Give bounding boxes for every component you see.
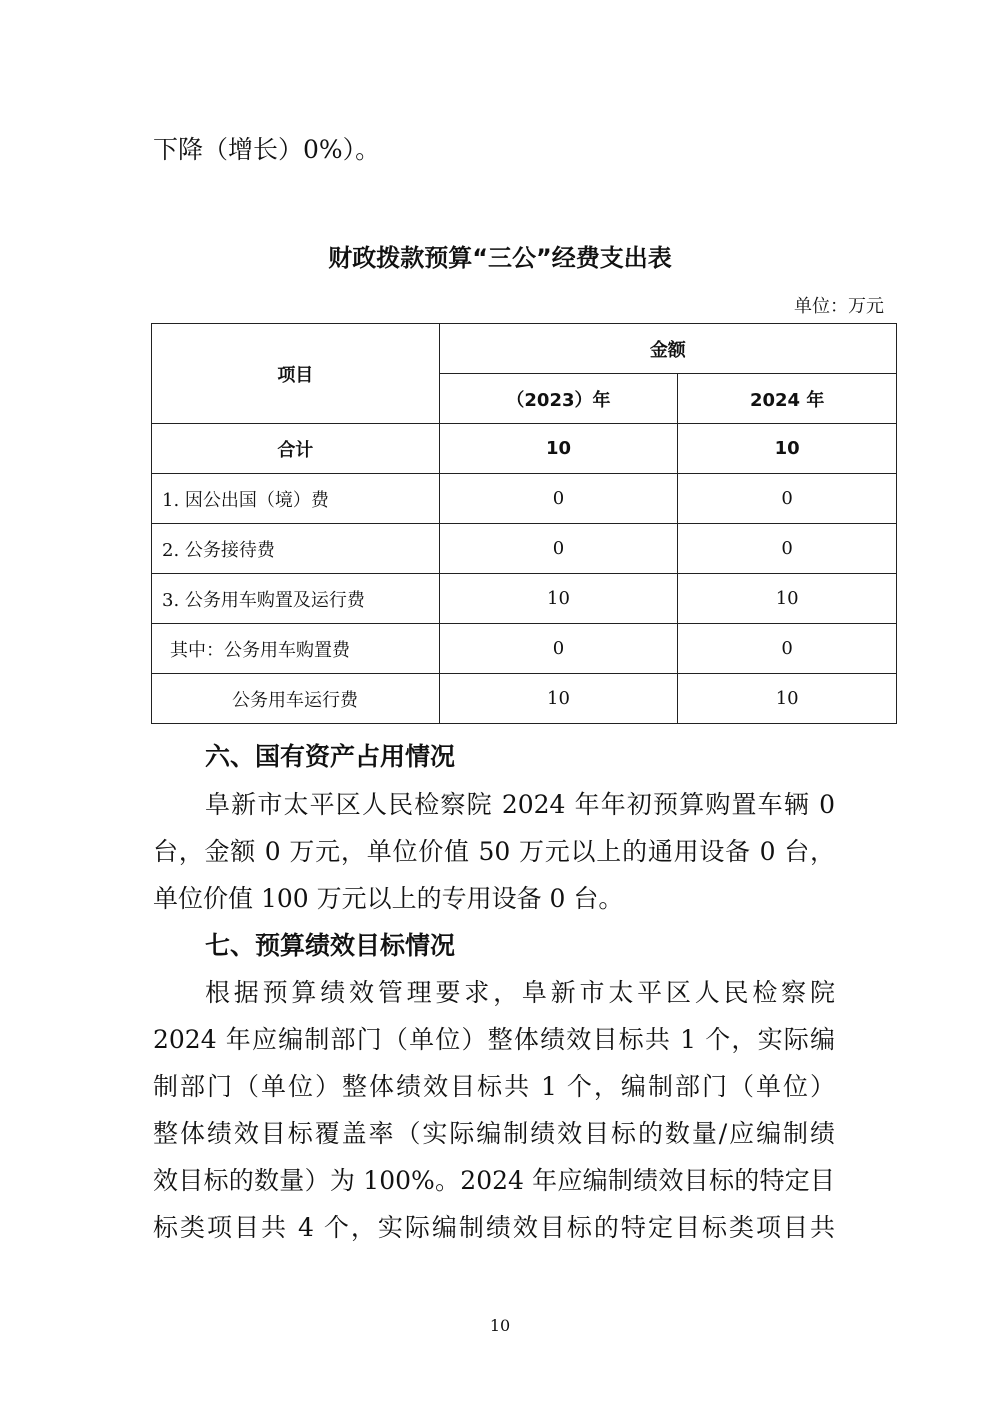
- table-unit: 单位：万元: [794, 296, 884, 317]
- section7-line: 2024 年应编制部门（单位）整体绩效目标共 1 个，实际编: [153, 1025, 835, 1054]
- row-value-2024: 0: [678, 524, 897, 574]
- row-label: 3. 公务用车购置及运行费: [152, 574, 440, 624]
- row-label: 公务用车运行费: [152, 674, 440, 724]
- row-label: 2. 公务接待费: [152, 524, 440, 574]
- section7-heading: 七、预算绩效目标情况: [205, 931, 456, 960]
- row-value-2023: 0: [439, 474, 678, 524]
- row-value-2023: 0: [439, 624, 678, 674]
- row-label: 合计: [152, 424, 440, 474]
- row-value-2024: 0: [678, 624, 897, 674]
- header-2023: （2023）年: [439, 374, 678, 424]
- table-row: [152, 474, 897, 524]
- section6-heading: 六、国有资产占用情况: [205, 742, 456, 771]
- section6-line: 阜新市太平区人民检察院 2024 年年初预算购置车辆 0: [205, 790, 835, 819]
- section6-line: 台，金额 0 万元，单位价值 50 万元以上的通用设备 0 台，: [153, 837, 835, 866]
- expense-table: [151, 323, 897, 724]
- row-value-2023: 10: [439, 674, 678, 724]
- page-number: 10: [489, 1316, 511, 1335]
- row-value-2023: 10: [439, 574, 678, 624]
- row-value-2023: 10: [439, 424, 678, 474]
- section7-line: 标类项目共 4 个，实际编制绩效目标的特定目标类项目共: [153, 1213, 835, 1242]
- header-amount: 金额: [439, 324, 896, 374]
- header-item: 项目: [152, 324, 440, 424]
- table-title: 财政拨款预算“三公”经费支出表: [328, 244, 672, 272]
- row-value-2024: 0: [678, 474, 897, 524]
- row-value-2023: 0: [439, 524, 678, 574]
- section7-line: 制部门（单位）整体绩效目标共 1 个，编制部门（单位）: [153, 1072, 835, 1101]
- table-row: [152, 574, 897, 624]
- row-value-2024: 10: [678, 574, 897, 624]
- section7-line: 根据预算绩效管理要求，阜新市太平区人民检察院: [205, 978, 835, 1007]
- header-2024: 2024 年: [678, 374, 897, 424]
- table-row: [152, 624, 897, 674]
- section6-line: 单位价值 100 万元以上的专用设备 0 台。: [153, 884, 624, 913]
- table-row: [152, 424, 897, 474]
- row-label: 其中：公务用车购置费: [152, 624, 440, 674]
- row-value-2024: 10: [678, 424, 897, 474]
- table-row: [152, 524, 897, 574]
- row-value-2024: 10: [678, 674, 897, 724]
- section7-line: 整体绩效目标覆盖率（实际编制绩效目标的数量/应编制绩: [153, 1119, 835, 1148]
- table-row: [152, 674, 897, 724]
- section7-line: 效目标的数量）为 100%。2024 年应编制绩效目标的特定目: [153, 1166, 835, 1195]
- continuation-line: 下降（增长）0%）。: [153, 135, 381, 164]
- row-label: 1. 因公出国（境）费: [152, 474, 440, 524]
